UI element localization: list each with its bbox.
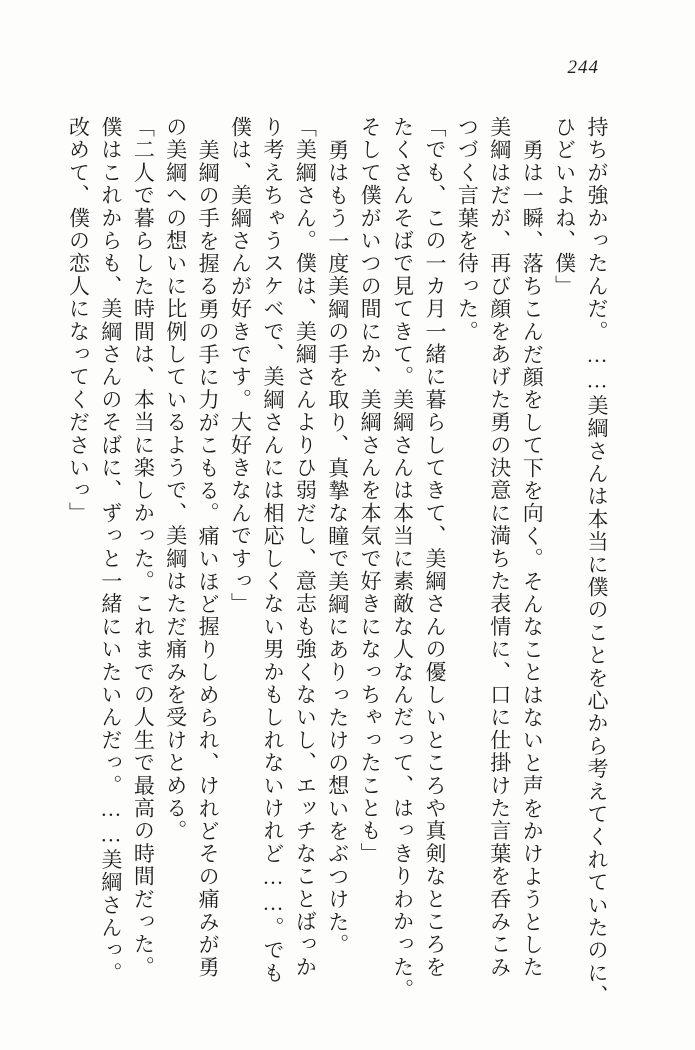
text-line: そして僕がいつの間にか、美綱さんを本気で好きになっちゃったことも」 bbox=[358, 116, 383, 866]
text-line: たくさんそばで見てきて。美綱さんは本当に素敵な人なんだって、はっきりわかった。 bbox=[390, 116, 415, 1002]
text-line: ひどいよね、僕」 bbox=[552, 116, 577, 298]
text-line: 「二人で暮らした時間は、本当に楽しかった。これまでの人生で最高の時間だった。 bbox=[131, 116, 156, 979]
text-line: 勇は一瞬、落ちこんだ顔をして下を向く。そんなことはないと声をかけようとした bbox=[520, 139, 545, 979]
text-line: 勇はもう一度美綱の手を取り、真摯な瞳で美綱にありったけの想いをぶつけた。 bbox=[325, 139, 350, 957]
text-line: 僕はこれからも、美綱さんのそばに、ずっと一緒にいたいんだっ。……美綱さんっ。 bbox=[98, 116, 123, 985]
text-line: 「でも、この一カ月一緒に暮らしてきて、美綱さんの優しいところや真剣なところを bbox=[422, 116, 447, 979]
text-line: 僕は、美綱さんが好きです。大好きなんですっ」 bbox=[228, 116, 253, 616]
text-line: 持ちが強かったんだ。……美綱さんは本当に僕のことを心から考えてくれていたのに、 bbox=[585, 116, 609, 1008]
text-line: 「美綱さん。僕は、美綱さんよりひ弱だし、意志も強くないし、エッチなことばっか bbox=[293, 116, 318, 979]
page-number: 244 bbox=[567, 57, 599, 78]
vertical-text-block bbox=[62, 116, 613, 1012]
text-line: 美綱の手を握る勇の手に力がこもる。痛いほど握りしめられ、けれどその痛みが勇 bbox=[196, 139, 221, 979]
text-line: 美綱はだが、再び顔をあげた勇の決意に満ちた表情に、口に仕掛けた言葉を呑みこみ bbox=[487, 116, 512, 979]
text-line: つづく言葉を待った。 bbox=[455, 116, 480, 343]
text-line: り考えちゃうスケベで、美綱さんには相応しくない男かもしれないけれど……。でも bbox=[260, 116, 285, 985]
text-line: の美綱への想いに比例しているようで、美綱はただ痛みを受けとめる。 bbox=[163, 116, 188, 843]
text-line: 改めて、僕の恋人になってくださいっ」 bbox=[66, 116, 91, 525]
